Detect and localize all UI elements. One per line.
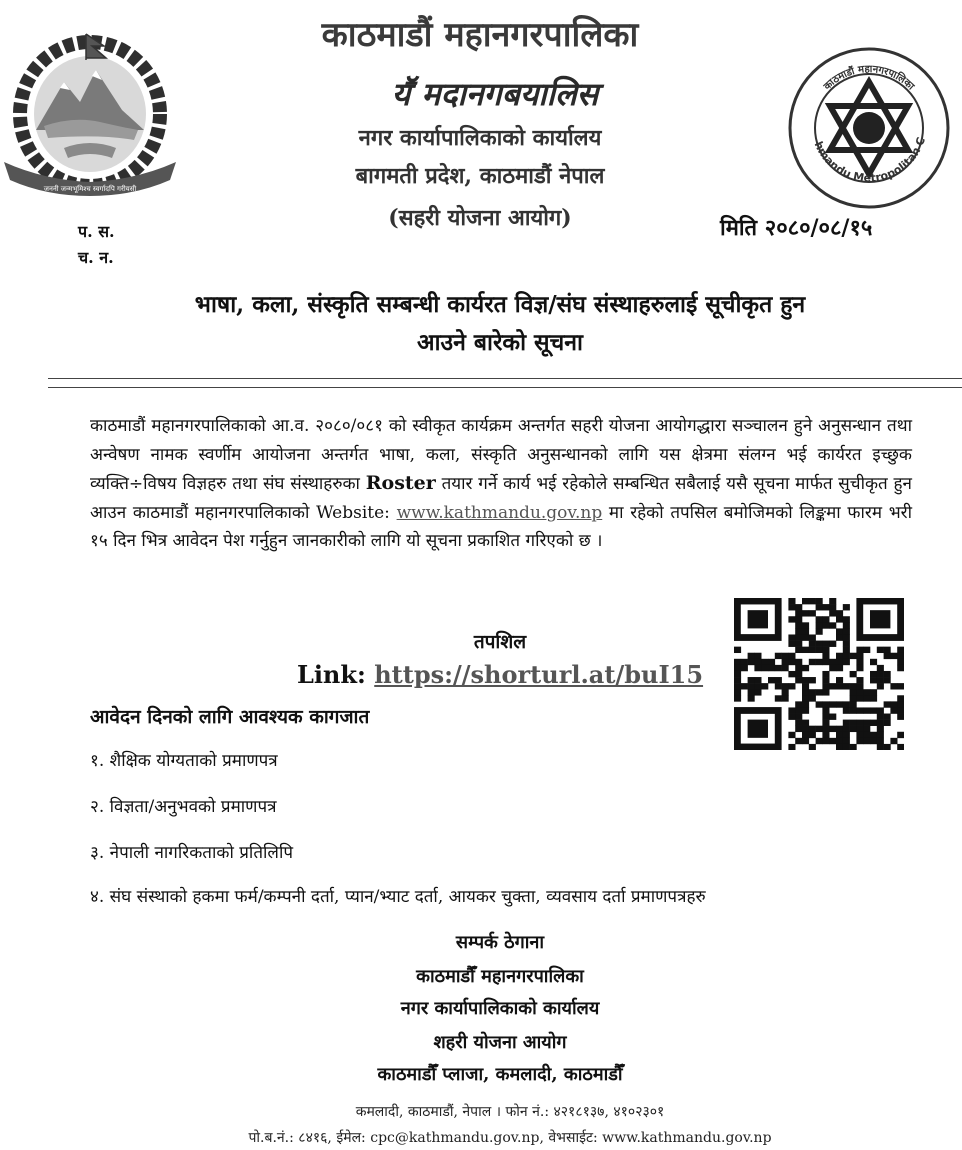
- notice-title-line1: भाषा, कला, संस्कृति सम्बन्धी कार्यरत विज्ञ/संघ संस्थाहरुलाई सूचीकृत हुन: [194, 291, 806, 318]
- website-link[interactable]: www.kathmandu.gov.np: [396, 502, 603, 523]
- body-text-1: काठमाडौं महानगरपालिकाको आ.व. २०८०/०८१ को स्वीकृत कार्यक्रम अन्तर्गत सहरी योजना आयोगद्धारा सञ्चालन हुने अनुसन्धान तथा अन्वेषण नामक स्वर्णीम आयोजना अन्तर्गत भाषा, कला, संस्कृति अनुसन्धानको लागि यस क्षेत्रमा संलग्न भई कार्यरत इच्छुक व्यक्ति÷विषय विज्ञहरु तथा संघ संस्थाहरुका: [90, 416, 912, 494]
- seal-text-np: काठमाडौं महानगरपालिका: [821, 64, 917, 93]
- notice-title: [90, 286, 910, 362]
- contact-line: शहरी योजना आयोग: [433, 1032, 567, 1053]
- contact-line: नगर कार्यापालिकाको कार्यालय: [400, 998, 600, 1019]
- documents-heading: आवेदन दिनको लागि आवश्यक कागजात: [90, 706, 370, 728]
- link-label: Link:: [296, 660, 375, 689]
- logo-wordmark: यॕ मदानगबयालिस: [391, 75, 599, 113]
- document-item: १. शैक्षिक योग्यताको प्रमाणपत्र: [90, 751, 278, 771]
- divider-bottom: [48, 387, 962, 388]
- qr-code: [734, 598, 904, 750]
- footer-address-phone: कमलादी, काठमाडौं, नेपाल । फोन नं.: ४२१८१३७, ४१०२३०१: [355, 1104, 665, 1120]
- body-text-2: तयार गर्ने कार्य भई रहेकोले सम्बन्धित सबैलाई यसै सूचना मार्फत सुचीकृत हुन आउन काठमाडौं महानगरपालिकाको Website:: [90, 474, 912, 523]
- form-link-line: [250, 660, 750, 689]
- commission-name: (सहरी योजना आयोग): [388, 205, 572, 231]
- contact-line: काठमाडौँ महानगरपालिका: [416, 966, 584, 987]
- ref-chalani-number: च. न.: [78, 248, 114, 267]
- notice-title-line2: आउने बारेको सूचना: [417, 329, 583, 356]
- office-name: नगर कार्यापालिकाको कार्यालय: [358, 125, 602, 151]
- notice-date: मिति २०८०/०८/१५: [720, 215, 873, 241]
- contact-heading: सम्पर्क ठेगाना: [455, 932, 545, 953]
- kmc-seal: [786, 46, 952, 210]
- document-item: ३. नेपाली नागरिकताको प्रतिलिपि: [90, 843, 294, 863]
- province-line: बागमती प्रदेश, काठमाडौं नेपाल: [355, 163, 605, 189]
- document-item: ४. संघ संस्थाको हकमा फर्म/कम्पनी दर्ता, प्यान/भ्याट दर्ता, आयकर चुक्ता, व्यवसाय दर्ता प्रमाणपत्रहरु: [90, 887, 706, 907]
- divider-top: [48, 378, 962, 379]
- emblem-motto: जननी जन्मभूमिश्च स्वर्गादपि गरीयसी: [43, 185, 137, 193]
- nepal-emblem: [4, 30, 176, 198]
- seal-text-en: hmandu Metropolitan C: [811, 135, 928, 185]
- form-link[interactable]: https://shorturl.at/buI15: [374, 660, 704, 689]
- contact-address: काठमाडौँ प्लाजा, कमलादी, काठमाडौँ: [377, 1064, 623, 1085]
- notice-body: [90, 412, 912, 556]
- body-text-3: मा रहेको तपसिल बमोजिमको लिङ्कमा फारम भरी १५ दिन भित्र आवेदन पेश गर्नुहुन जानकारीको लागि यो सूचना प्रकाशित गरिएको छ ।: [90, 502, 912, 551]
- roster-keyword: Roster: [365, 472, 436, 494]
- tapasil-heading: तपशिल: [473, 631, 527, 653]
- document-item: २. विज्ञता/अनुभवको प्रमाणपत्र: [90, 797, 277, 817]
- ref-patra-sankhya: प. स.: [78, 222, 115, 241]
- footer-pobox-email-web: पो.ब.नं.: ८४१६, ईमेल: cpc@kathmandu.gov.np, वेभसाईट: www.kathmandu.gov.np: [248, 1130, 772, 1146]
- org-title: काठमाडौं महानगरपालिका: [321, 15, 639, 55]
